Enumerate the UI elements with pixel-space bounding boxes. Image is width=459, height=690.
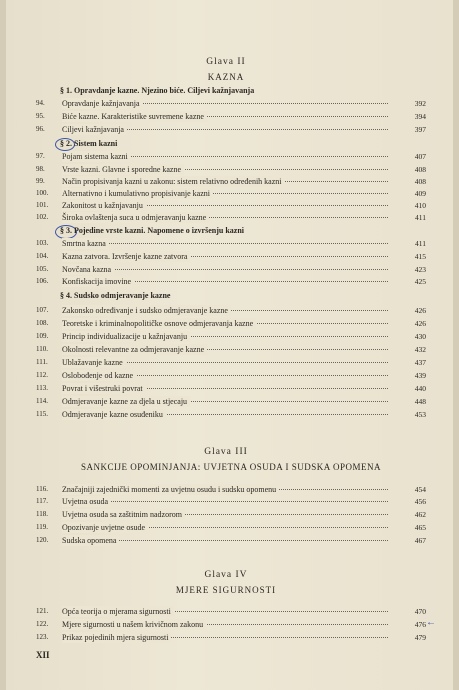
entry-title: Teoretske i kriminalnopolitičke osnove odmjeravanja kazne bbox=[62, 318, 256, 329]
entry-number: 94. bbox=[36, 99, 45, 107]
toc-entry bbox=[36, 251, 426, 262]
entry-page: 470 bbox=[414, 607, 426, 616]
book-page bbox=[6, 0, 453, 690]
chapter-2-title: KAZNA bbox=[207, 72, 245, 82]
toc-entry bbox=[36, 276, 426, 287]
entry-page: 411 bbox=[415, 213, 426, 222]
toc-entry bbox=[36, 357, 426, 368]
entry-number: 114. bbox=[36, 397, 48, 405]
chapter-3-label: Glava III bbox=[204, 447, 248, 457]
section-3-heading: § 3. Pojedine vrste kazni. Napomene o izvršenju kazni bbox=[60, 226, 244, 235]
entry-page: 432 bbox=[414, 345, 426, 354]
entry-page: 426 bbox=[414, 319, 426, 328]
entry-number: 122. bbox=[36, 620, 49, 628]
entry-title: Smrtna kazna bbox=[62, 238, 109, 249]
entry-number: 115. bbox=[36, 410, 48, 418]
toc-entry bbox=[36, 509, 426, 520]
chapter-4-label: Glava IV bbox=[204, 570, 248, 580]
entry-page: 454 bbox=[414, 485, 426, 494]
entry-title: Mjere sigurnosti u našem krivičnom zakonu bbox=[62, 619, 206, 630]
entry-number: 104. bbox=[36, 252, 49, 260]
entry-number: 110. bbox=[36, 345, 48, 353]
entry-page: 415 bbox=[414, 252, 426, 261]
entry-page: 453 bbox=[414, 410, 426, 419]
entry-page: 439 bbox=[414, 371, 426, 380]
entry-title: Kazna zatvora. Izvršenje kazne zatvora bbox=[62, 251, 190, 262]
toc-entry bbox=[36, 188, 426, 199]
entry-number: 96. bbox=[36, 125, 45, 133]
entry-page: 425 bbox=[414, 277, 426, 286]
entry-number: 119. bbox=[36, 523, 48, 531]
toc-entry bbox=[36, 212, 426, 223]
toc-entry bbox=[36, 522, 426, 533]
entry-page: 426 bbox=[414, 306, 426, 315]
entry-page: 408 bbox=[414, 177, 426, 186]
entry-page: 467 bbox=[414, 536, 426, 545]
toc-entry bbox=[36, 383, 426, 394]
entry-number: 120. bbox=[36, 536, 49, 544]
toc-entry bbox=[36, 331, 426, 342]
entry-number: 116. bbox=[36, 485, 48, 493]
entry-page: 465 bbox=[414, 523, 426, 532]
entry-number: 98. bbox=[36, 165, 45, 173]
entry-number: 95. bbox=[36, 112, 45, 120]
toc-entry bbox=[36, 632, 426, 643]
entry-number: 106. bbox=[36, 277, 49, 285]
entry-number: 102. bbox=[36, 213, 49, 221]
entry-page: 397 bbox=[414, 125, 426, 134]
entry-number: 121. bbox=[36, 607, 49, 615]
entry-page: 409 bbox=[414, 189, 426, 198]
entry-number: 113. bbox=[36, 384, 48, 392]
entry-title: Ublažavanje kazne bbox=[62, 357, 126, 368]
entry-page: 407 bbox=[414, 152, 426, 161]
toc-entry bbox=[36, 318, 426, 329]
entry-page: 423 bbox=[414, 265, 426, 274]
entry-number: 109. bbox=[36, 332, 49, 340]
toc-entry bbox=[36, 409, 426, 420]
toc-entry bbox=[36, 200, 426, 211]
toc-entry bbox=[36, 396, 426, 407]
entry-title: Vrste kazni. Glavne i sporedne kazne bbox=[62, 164, 184, 175]
entry-title: Opozivanje uvjetne osude bbox=[62, 522, 148, 533]
entry-title: Zakonitost u kažnjavanju bbox=[62, 200, 146, 211]
toc-entry bbox=[36, 124, 426, 135]
entry-title: Novčana kazna bbox=[62, 264, 114, 275]
entry-page: 408 bbox=[414, 165, 426, 174]
entry-title: Prikaz pojedinih mjera sigurnosti bbox=[62, 632, 171, 643]
entry-page: 448 bbox=[414, 397, 426, 406]
entry-number: 118. bbox=[36, 510, 48, 518]
entry-number: 101. bbox=[36, 201, 49, 209]
entry-page: 456 bbox=[414, 497, 426, 506]
entry-title: Uvjetna osuda bbox=[62, 496, 111, 507]
section-4-heading: § 4. Sudsko odmjeravanje kazne bbox=[60, 291, 171, 300]
toc-entry bbox=[36, 264, 426, 275]
entry-title: Okolnosti relevantne za odmjeravanje kazne bbox=[62, 344, 207, 355]
toc-entry bbox=[36, 484, 426, 495]
entry-number: 105. bbox=[36, 265, 49, 273]
entry-title: Način propisivanja kazni u zakonu: sistem relativno određenih kazni bbox=[62, 176, 285, 187]
entry-title: Značajniji zajednički momenti za uvjetnu osudu i sudsku opomenu bbox=[62, 484, 279, 495]
dot-leader bbox=[62, 243, 388, 244]
entry-title: Oslobođenje od kazne bbox=[62, 370, 136, 381]
section-2-heading: § 2. Sistem kazni bbox=[60, 139, 118, 148]
entry-title: Opća teorija o mjerama sigurnosti bbox=[62, 606, 174, 617]
entry-page: 411 bbox=[415, 239, 426, 248]
entry-title: Zakonsko određivanje i sudsko odmjeravanje kazne bbox=[62, 305, 231, 316]
entry-number: 108. bbox=[36, 319, 49, 327]
entry-page: 476 bbox=[414, 620, 426, 629]
entry-title: Opravdanje kažnjavanja bbox=[62, 98, 143, 109]
entry-title: Ciljevi kažnjavanja bbox=[62, 124, 127, 135]
toc-entry bbox=[36, 535, 426, 546]
section-1-heading: § 1. Opravdanje kazne. Njezino biće. Ciljevi kažnjavanja bbox=[60, 86, 255, 95]
entry-page: 462 bbox=[414, 510, 426, 519]
entry-title: Odmjeravanje kazne osuđeniku bbox=[62, 409, 166, 420]
toc-entry bbox=[36, 238, 426, 249]
chapter-2-label: Glava II bbox=[206, 57, 246, 67]
toc-entry bbox=[36, 164, 426, 175]
entry-number: 97. bbox=[36, 152, 45, 160]
entry-number: 107. bbox=[36, 306, 49, 314]
entry-page: 437 bbox=[414, 358, 426, 367]
entry-page: 410 bbox=[414, 201, 426, 210]
entry-title: Biće kazne. Karakteristike suvremene kazne bbox=[62, 111, 207, 122]
toc-entry bbox=[36, 496, 426, 507]
entry-page: 430 bbox=[414, 332, 426, 341]
entry-page: 394 bbox=[414, 112, 426, 121]
entry-title: Povrat i višestruki povrat bbox=[62, 383, 146, 394]
entry-title: Sudska opomena bbox=[62, 535, 119, 546]
toc-entry bbox=[36, 176, 426, 187]
toc-entry bbox=[36, 606, 426, 617]
entry-title: Široka ovlaštenja suca u odmjeravanju kazne bbox=[62, 212, 209, 223]
roman-page-number: XII bbox=[36, 650, 50, 660]
entry-title: Odmjeravanje kazne za djela u stjecaju bbox=[62, 396, 190, 407]
entry-number: 112. bbox=[36, 371, 48, 379]
entry-number: 111. bbox=[36, 358, 48, 366]
toc-entry bbox=[36, 98, 426, 109]
entry-page: 440 bbox=[414, 384, 426, 393]
chapter-4-title: MJERE SIGURNOSTI bbox=[175, 585, 277, 595]
entry-title: Konfiskacija imovine bbox=[62, 276, 134, 287]
entry-title: Princip individualizacije u kažnjavanju bbox=[62, 331, 190, 342]
toc-entry bbox=[36, 111, 426, 122]
toc-entry bbox=[36, 305, 426, 316]
entry-title: Uvjetna osuda sa zaštitnim nadzorom bbox=[62, 509, 185, 520]
chapter-3-title: SANKCIJE OPOMINJANJA: UVJETNA OSUDA I SUDSKA OPOMENA bbox=[80, 462, 382, 472]
entry-page: 392 bbox=[414, 99, 426, 108]
entry-number: 99. bbox=[36, 177, 45, 185]
pen-arrow-annotation: ← bbox=[426, 617, 436, 628]
toc-entry bbox=[36, 619, 426, 630]
toc-entry bbox=[36, 151, 426, 162]
entry-page: 479 bbox=[414, 633, 426, 642]
entry-number: 100. bbox=[36, 189, 49, 197]
entry-title: Pojam sistema kazni bbox=[62, 151, 131, 162]
entry-number: 117. bbox=[36, 497, 48, 505]
toc-entry bbox=[36, 344, 426, 355]
entry-title: Alternativno i kumulativno propisivanje kazni bbox=[62, 188, 213, 199]
toc-entry bbox=[36, 370, 426, 381]
entry-number: 123. bbox=[36, 633, 49, 641]
entry-number: 103. bbox=[36, 239, 49, 247]
